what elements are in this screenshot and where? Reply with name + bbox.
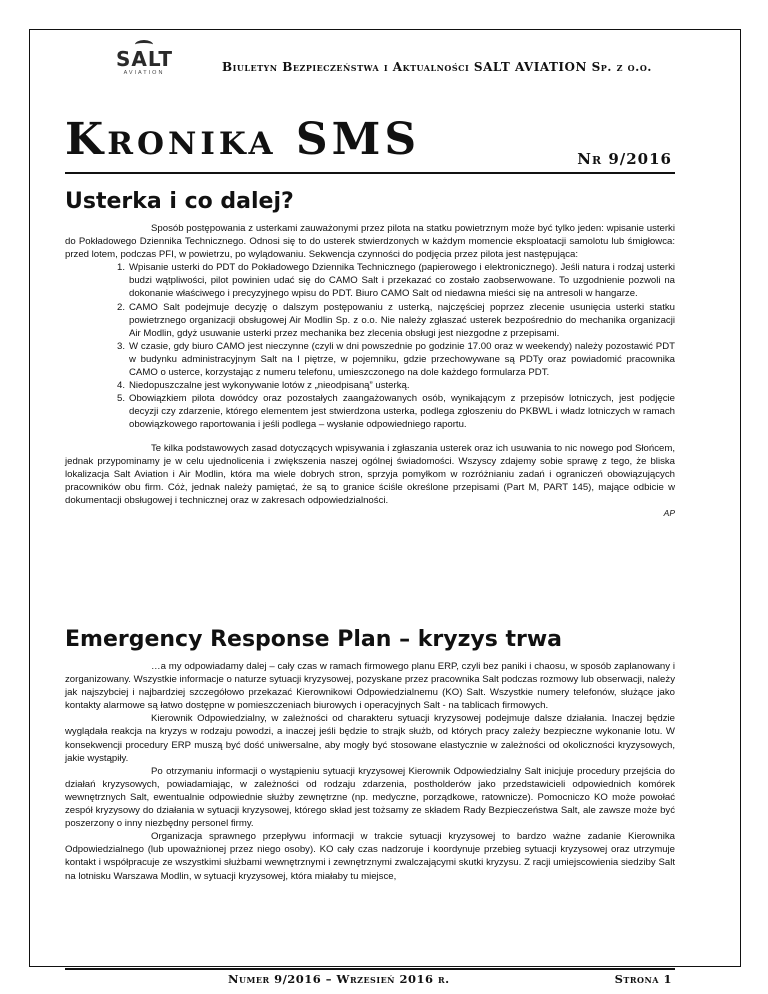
newsletter-title: Kronika SMS <box>65 114 421 165</box>
company-logo <box>116 40 172 84</box>
footer-rule <box>65 968 675 970</box>
article-title-usterka: Usterka i co dalej? <box>65 189 294 214</box>
logo-brand: SALT <box>116 47 173 71</box>
article-paragraph: Po otrzymaniu informacji o wystąpieniu sytuacji kryzysowej Kierownik Odpowiedzialny Salt inicjuje procedury przejścia do działań kryzysowych, powiadamiając, w zależności od rodzaju zdarzenia, postholderów jako przedstawicieli odpowiednich komórek wewnętrznych Salt, ewentualnie odpowiednie służby zewnętrzne (np. medyczne, porządkowe, ratownicze). Pomocniczo KO może powołać zespół kryzysowy do działania w sytuacji kryzysowej, którego skład jest tożsamy ze składem Rady Bezpieczeństwa Salt, ale zawsze może być poszerzony o inny niezbędny personel firmy. <box>65 765 675 830</box>
article-erp <box>65 660 675 883</box>
article-paragraph: Te kilka podstawowych zasad dotyczących wpisywania i zgłaszania usterek oraz ich usuwania to nic nowego pod Słońcem, jednak przypominamy je w celu ujednolicenia i zwiększenia naszej ogólnej świadomości. Wszyscy zdajemy sobie sprawę z tego, że bliska lokalizacja Salt Aviation i Air Modlin, która ma wiele dobrych stron, sprzyja pomyłkom w rozróżnianiu zadań i ograniczeń obowiązujących pracowników obu firm. Cóż, jednak należy pamiętać, że są to granice ściśle określone przepisami (Part M, PART 145), mające odbicie w dokumentacji obsługowej i technicznej oraz w zakresach odpowiedzialności. <box>65 442 675 506</box>
author-signature: AP <box>663 507 675 518</box>
header-rule <box>65 172 675 174</box>
article-paragraph: Sposób postępowania z usterkami zauważonymi przez pilota na statku powietrznym może być tylko jeden: wpisanie usterki do Pokładowego Dziennika Technicznego. Odnosi się to do usterek stwierdzonych w każdym momencie eksploatacji samolotu lub śmigłowca: przed lotem, podczas PFI, w powietrzu, po wylądowaniu. Sekwencja czynności do podjęcia przez pilota jest następująca: <box>65 223 675 261</box>
article-paragraph: …a my odpowiadamy dalej – cały czas w ramach firmowego planu ERP, czyli bez paniki i chaosu, w sposób zaplanowany i zorganizowany. Wszystkie informacje o naturze sytuacji kryzysowej, pozyskane przez pracownika Salt podczas rozmowy lub obserwacji, należy jak najszybciej i najbardziej szczegółowo przekazać Kierownikowi Odpowiedzialnemu (KO) Salt. Wszystkie numery telefonów, służące jako kontakty alarmowe są łatwo dostępne w pomieszczeniach biurowych i operacyjnych Salt - na tablicach firmowych. <box>65 661 675 712</box>
logo-subtitle: AVIATION <box>123 70 165 76</box>
list-item: 3. W czasie, gdy biuro CAMO jest nieczynne (czyli w dni powszednie po godzinie 17.00 oraz w weekendy) należy pozostawić PDT w budynku administracyjnym Salt na I piętrze, w pojemniku, gdzie przechowywane są PDTy oraz powiadomić pracownika CAMO o usterce, korzystając z numeru telefonu, umieszczonego na dole każdego formularza PDT. <box>117 340 675 379</box>
page-number: Strona 1 <box>614 972 672 986</box>
footer-issue-date: Numer 9/2016 – Wrzesień 2016 r. <box>228 972 450 986</box>
article-usterka <box>65 222 675 520</box>
list-item: 5. Obowiązkiem pilota dowódcy oraz pozostałych zaangażowanych osób, wynikającym z przepisów lotniczych, jest podjęcie decyzji czy zdarzenie, którego elementem jest stwierdzona usterka, podlega zgłoszeniu do PKBWL i władz lotniczych w ramach obowiązkowego raportowania i jeśli podlega – wysłanie odpowiedniego raportu. <box>117 393 675 431</box>
article-paragraph: Kierownik Odpowiedzialny, w zależności od charakteru sytuacji kryzysowej podejmuje dalsze działania. Inaczej będzie wyglądała reakcja na kryzys w rodzaju powodzi, a inaczej jeśli będzie to strajk służb, od których pracy zależy bezpieczne wykonanie lotu. W konsekwencji procedury ERP muszą być dość uniwersalne, aby mogły być stosowane elastycznie w zależności od okoliczności kryzysowych, jakie wystąpiły. <box>65 713 675 764</box>
procedure-list <box>65 261 675 431</box>
list-item: 1. Wpisanie usterki do PDT do Pokładowego Dziennika Technicznego (papierowego i elektronicznego). Jeśli natura i rodzaj usterki budzi wątpliwości, pilot powinien udać się do CAMO Salt i przekazać co zostało zaobserwowane. To uzgodnienie pozwoli na dokonanie właściwego i precyzyjnego wpisu do PDT. Biuro CAMO Salt od niedawna mieści się na antresoli w hangarze. <box>117 262 675 300</box>
list-item: 4. Niedopuszczalne jest wykonywanie lotów z „nieodpisaną” usterką. <box>117 380 410 392</box>
article-paragraph: Organizacja sprawnego przepływu informacji w trakcie sytuacji kryzysowej to bardzo ważne zadanie Kierownika Odpowiedzialnego (lub upoważnionej przez niego osoby). KO cały czas nadzoruje i koordynuje przebieg sytuacji kryzysowej oraz utrzymuje kontakt i współpracuje ze wszystkimi służbami wewnętrznymi i zewnętrznymi zwalczającymi skutki kryzysu. Z racji umiejscowienia siedziby Salt na lotnisku Warszawa Modlin, w sytuacji kryzysowej, która miałaby tu miejsce, <box>65 831 675 882</box>
article-title-erp: Emergency Response Plan – kryzys trwa <box>65 627 562 652</box>
list-item: 2. CAMO Salt podejmuje decyzję o dalszym postępowaniu z usterką, najczęściej poprzez zlecenie usunięcia usterki statku powietrznego organizacji obsługowej Air Modlin Sp. z o.o. Nie należy zgłaszać usterek bezpośrednio do mechanika organizacji Air Modlin, gdyż usuwanie usterki przez mechanika bez zlecenia obsługi jest niezgodne z przepisami. <box>117 301 675 339</box>
bulletin-subtitle: Biuletyn Bezpieczeństwa i Aktualności SALT AVIATION Sp. z o.o. <box>222 60 652 74</box>
issue-number: Nr 9/2016 <box>577 150 672 168</box>
